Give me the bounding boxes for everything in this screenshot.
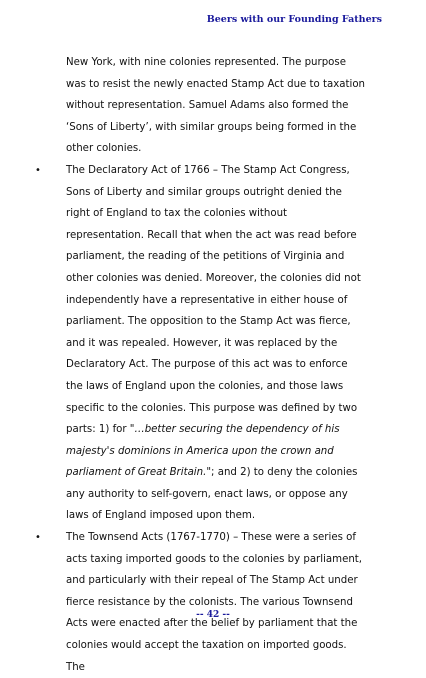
paragraph-continued: New York, with nine colonies represented. The purpose was to resist the newly enacted Stamp Act due to taxation without representation. Samuel Adams also formed the ‘Sons of Liberty’, with similar groups being formed in the other colonies. <box>66 57 366 155</box>
body-text <box>35 52 366 678</box>
bullet-text-cont: "; and 2) to deny the colonies any authority to self-govern, enact laws, or oppose any laws of England imposed upon them. <box>66 467 358 522</box>
bullet-icon: • <box>35 532 41 544</box>
bullet-icon: • <box>35 164 41 176</box>
bullet-text: The Townsend Acts (1767-1770) – These were a series of acts taxing imported goods to the colonies by parliament, and particularly with their repeal of The Stamp Act under fierce resistance by the colonists. The various Townsend Acts were enacted after the belief by parliament that the colonies would accept the taxation on imported goods. The <box>66 532 363 673</box>
bullet-quote: …better securing the dependency of his majesty's dominions in America upon the crown and parliament of Great Britain. <box>66 424 340 479</box>
page-number: -- 42 -- <box>196 610 230 620</box>
bullet-text: The Declaratory Act of 1766 – The Stamp Act Congress, Sons of Liberty and similar groups outright denied the right of England to tax the colonies without representation. Recall that when the act was read before parliament, the reading of the petitions of Virginia and other colonies was denied. Moreover, the colonies did not independently have a representative in either house of parliament. The opposition to the Stamp Act was fierce, and it was repealed. However, it was replaced by the Declaratory Act. The purpose of this act was to enforce the laws of England upon the colonies, and those laws specific to the colonies. This purpose was defined by two parts: 1) for " <box>66 164 361 436</box>
bullet-declaratory-act <box>35 160 366 527</box>
bullet-townsend-acts <box>35 527 366 678</box>
running-header: Beers with our Founding Fathers <box>206 14 382 25</box>
